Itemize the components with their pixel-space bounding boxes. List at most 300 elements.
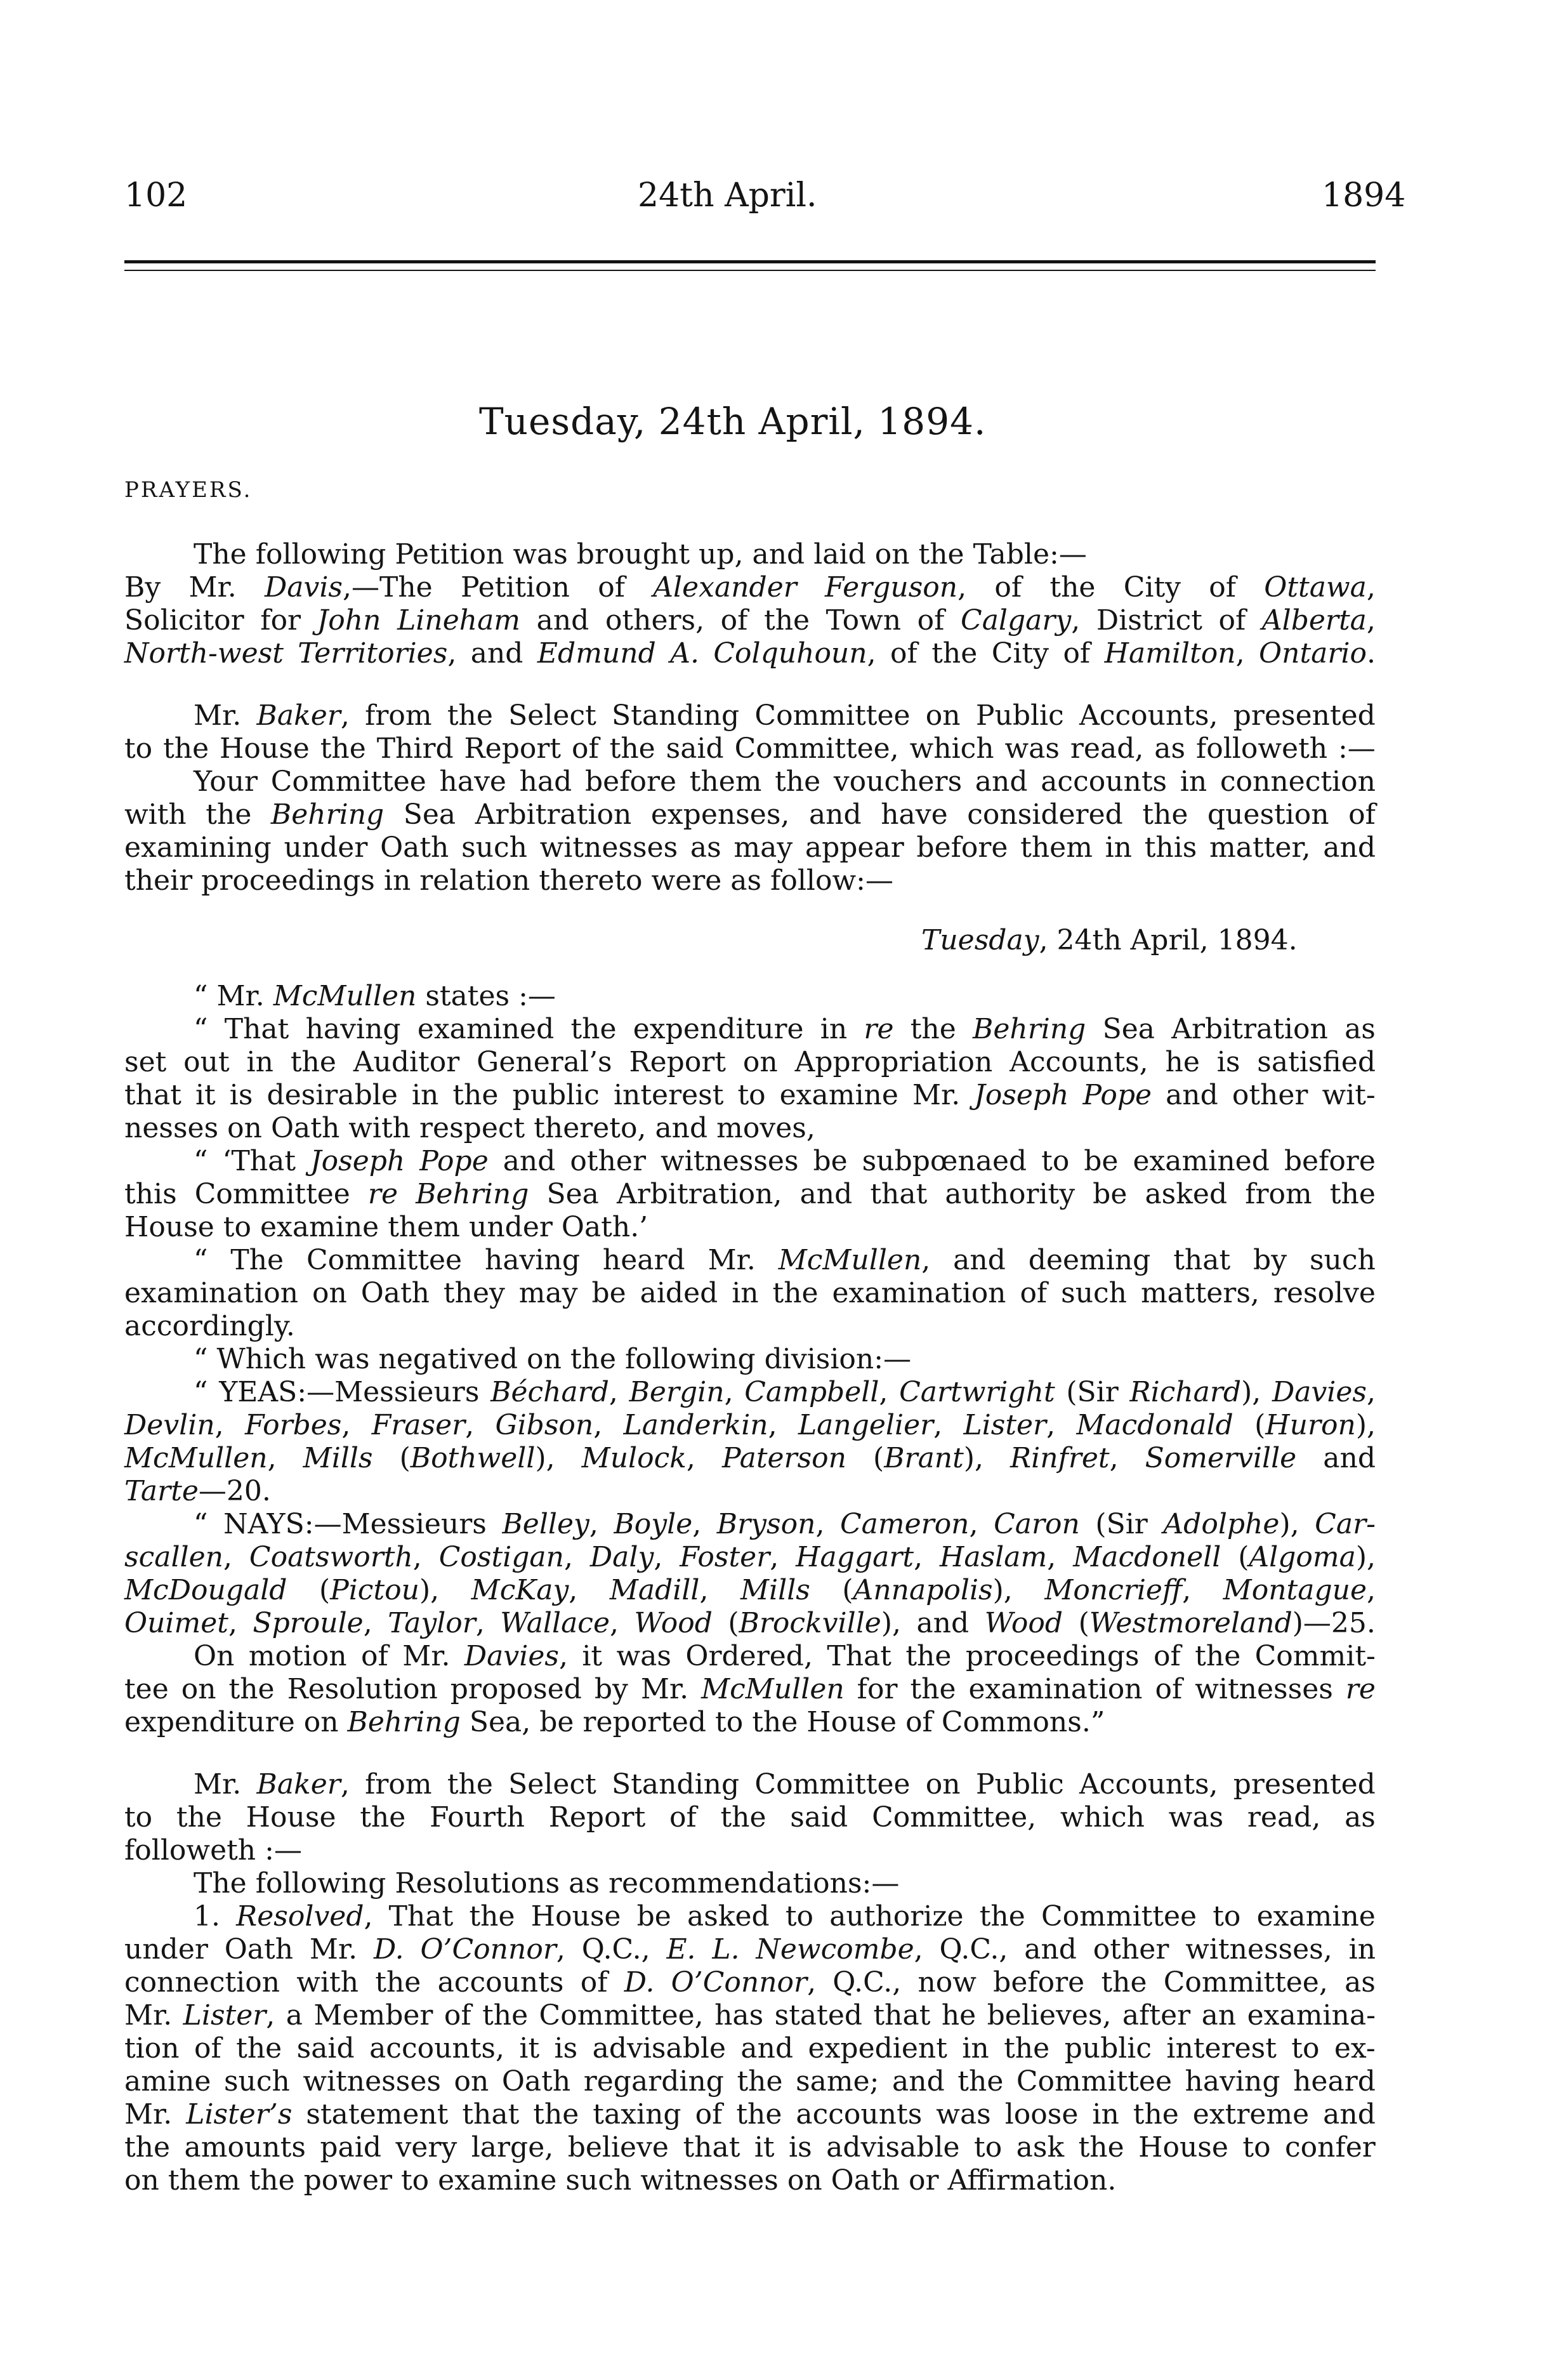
word: Territories, bbox=[298, 637, 457, 670]
word: to bbox=[124, 732, 153, 765]
word: of bbox=[194, 2032, 221, 2065]
word: heard bbox=[1293, 2065, 1376, 2098]
word: Sea bbox=[1102, 1013, 1155, 1045]
word: Costigan, bbox=[438, 1541, 573, 1573]
word: Fraser, bbox=[371, 1409, 475, 1441]
word: Lister, bbox=[963, 1409, 1056, 1441]
word: Forbes, bbox=[244, 1409, 351, 1441]
word: examining bbox=[124, 831, 272, 864]
word: “ bbox=[194, 1244, 208, 1276]
word: YEAS:—Messieurs bbox=[219, 1376, 480, 1408]
word: them bbox=[689, 765, 762, 798]
word: Wood bbox=[984, 1607, 1063, 1639]
word: public bbox=[512, 1079, 600, 1111]
word: such bbox=[461, 831, 527, 864]
word: (Sir bbox=[1095, 1508, 1148, 1540]
word: City bbox=[1123, 571, 1181, 604]
word: Ouimet, bbox=[124, 1607, 237, 1639]
word: McMullen, bbox=[778, 1244, 931, 1276]
text-line bbox=[124, 1801, 1376, 1834]
word: Committee bbox=[754, 699, 911, 732]
word: Mr. bbox=[640, 1673, 689, 1705]
word: is bbox=[1216, 1046, 1240, 1078]
word: heard bbox=[602, 1244, 685, 1276]
word: Ferguson, bbox=[825, 571, 967, 604]
text-line: Tarte—20. bbox=[124, 1475, 271, 1507]
text-line bbox=[124, 1541, 1376, 1574]
word: Richard), bbox=[1129, 1376, 1261, 1408]
word: Paterson bbox=[721, 1442, 846, 1474]
word: the bbox=[979, 1900, 1025, 1933]
word: House bbox=[1138, 2131, 1228, 2164]
word: Ordered, bbox=[685, 1640, 813, 1672]
word: of bbox=[1063, 637, 1091, 670]
word: Bryson, bbox=[716, 1508, 825, 1540]
word: Joseph bbox=[310, 1145, 405, 1177]
word: Mr. bbox=[188, 571, 237, 604]
word: Committee, bbox=[1163, 1966, 1328, 1999]
word: Mulock, bbox=[581, 1442, 695, 1474]
word: on bbox=[925, 699, 961, 732]
word: (Huron), bbox=[1254, 1409, 1376, 1441]
word: connection bbox=[124, 1966, 280, 1999]
word: Accounts, bbox=[1079, 1768, 1218, 1801]
word: NAYS:—Messieurs bbox=[223, 1508, 487, 1540]
word: the bbox=[320, 732, 366, 765]
text-line bbox=[194, 1508, 1376, 1541]
word: that bbox=[124, 1079, 181, 1111]
word: of bbox=[1348, 798, 1376, 831]
text-line bbox=[194, 699, 1376, 732]
word: the bbox=[1195, 1640, 1241, 1672]
word: as bbox=[1345, 1801, 1376, 1834]
word: the bbox=[228, 1673, 275, 1705]
word: by bbox=[1253, 1244, 1287, 1276]
word: examination bbox=[832, 1277, 1006, 1309]
text-line bbox=[124, 1046, 1376, 1079]
word: the bbox=[469, 1900, 515, 1933]
word: Committee bbox=[194, 1178, 350, 1210]
word: asked bbox=[1145, 1178, 1228, 1210]
word: Arbitration bbox=[1171, 1013, 1328, 1045]
word: having bbox=[484, 1244, 580, 1276]
word: Foster, bbox=[680, 1541, 779, 1573]
word: proposed bbox=[450, 1673, 582, 1705]
word: the bbox=[124, 2131, 171, 2164]
word: before bbox=[585, 765, 677, 798]
word: under bbox=[124, 1933, 208, 1966]
word: interest bbox=[613, 1079, 724, 1111]
text-line bbox=[124, 1607, 1376, 1640]
word: and bbox=[975, 765, 1028, 798]
text-line bbox=[194, 1900, 1376, 1933]
word: Committee bbox=[306, 1244, 463, 1276]
word: witnesses, bbox=[1185, 1933, 1332, 1966]
word: Solicitor bbox=[124, 604, 244, 637]
word: with bbox=[124, 798, 187, 831]
word: of bbox=[695, 2098, 723, 2131]
word: extreme bbox=[1192, 2098, 1310, 2131]
word: and bbox=[808, 798, 862, 831]
word: was bbox=[1168, 1801, 1224, 1834]
word: and bbox=[503, 1145, 556, 1177]
word: House bbox=[530, 1900, 621, 1933]
word: Davis,—The bbox=[264, 571, 433, 604]
text-line bbox=[124, 1999, 1376, 2032]
word: in bbox=[1180, 765, 1207, 798]
word: to bbox=[1242, 2131, 1271, 2164]
word: Behring bbox=[973, 1013, 1086, 1045]
word: Standing bbox=[612, 699, 740, 732]
word: of bbox=[994, 571, 1022, 604]
word: examina- bbox=[1247, 1999, 1376, 2032]
word: Pope bbox=[419, 1145, 489, 1177]
word: of bbox=[890, 637, 917, 670]
word: Caron bbox=[994, 1508, 1080, 1540]
word: the bbox=[236, 2032, 282, 2065]
word: (Sir bbox=[1066, 1376, 1119, 1408]
word: (Annapolis), bbox=[842, 1574, 1013, 1606]
word: the bbox=[957, 2065, 1004, 2098]
word: it bbox=[195, 1079, 216, 1111]
prayers-label: PRAYERS. bbox=[124, 477, 253, 503]
word: for bbox=[857, 1673, 898, 1705]
word: said bbox=[666, 732, 724, 765]
word: before bbox=[1284, 1145, 1376, 1177]
word: to bbox=[974, 2131, 1003, 2164]
word: and bbox=[916, 1607, 970, 1639]
word: loose bbox=[1004, 2098, 1079, 2131]
text-line: “ Which was negatived on the following division:— bbox=[194, 1343, 912, 1375]
word: accounts, bbox=[369, 2032, 504, 2065]
word: Your bbox=[194, 765, 258, 798]
word: Mr. bbox=[194, 699, 242, 732]
word: as bbox=[1154, 732, 1186, 765]
word: the bbox=[290, 1046, 336, 1078]
running-date: 24th April. bbox=[638, 176, 817, 215]
word: this bbox=[124, 1178, 177, 1210]
text-line: followeth :— bbox=[124, 1834, 302, 1867]
word: they bbox=[443, 1277, 505, 1309]
header-rule-thick bbox=[124, 260, 1376, 263]
word: Wood bbox=[634, 1607, 713, 1639]
word: Davies, bbox=[1272, 1376, 1376, 1408]
word: connection bbox=[1220, 765, 1376, 798]
word: asked bbox=[687, 1900, 770, 1933]
word: considered bbox=[967, 798, 1123, 831]
word: the bbox=[1142, 798, 1188, 831]
text-line bbox=[194, 1145, 1376, 1178]
word: 1. bbox=[194, 1900, 220, 1933]
word: to bbox=[785, 1900, 814, 1933]
word: Resolution bbox=[287, 1673, 438, 1705]
word: Baker, bbox=[256, 699, 350, 732]
text-line: nesses on Oath with respect thereto, and moves, bbox=[124, 1112, 815, 1144]
word: Langelier, bbox=[798, 1409, 943, 1441]
text-line bbox=[124, 1933, 1376, 1966]
word: ex- bbox=[1334, 2032, 1376, 2065]
word: Bergin, bbox=[629, 1376, 733, 1408]
word: Moncrieff, bbox=[1044, 1574, 1192, 1606]
word: the bbox=[1101, 1966, 1147, 1999]
word: taxing bbox=[593, 2098, 681, 2131]
word: a bbox=[286, 1999, 303, 2032]
word: Town bbox=[825, 604, 902, 637]
word: Resolved, bbox=[236, 1900, 373, 1933]
word: other bbox=[1232, 1079, 1308, 1111]
word: Macdonell bbox=[1073, 1541, 1221, 1573]
word: Oath bbox=[380, 831, 449, 864]
word: Q.C., bbox=[939, 1933, 1008, 1966]
word: Committee, bbox=[539, 1999, 704, 2032]
word: Report bbox=[629, 1046, 727, 1078]
word: Haggart, bbox=[796, 1541, 923, 1573]
word: and bbox=[1166, 1079, 1218, 1111]
word: Sea bbox=[546, 1178, 599, 1210]
word: Select bbox=[508, 1768, 596, 1801]
word: the bbox=[447, 699, 493, 732]
word: and bbox=[892, 2065, 945, 2098]
word: Newcombe, bbox=[756, 1933, 923, 1966]
word: Behring bbox=[270, 798, 385, 831]
text-line: “ Mr. McMullen states :— bbox=[194, 980, 556, 1012]
word: to bbox=[1213, 1900, 1241, 1933]
word: is bbox=[789, 2131, 812, 2164]
word: the bbox=[720, 1801, 766, 1834]
word: such bbox=[1061, 1277, 1128, 1309]
word: in bbox=[1092, 2098, 1119, 2131]
word: “ bbox=[194, 1376, 208, 1408]
word: on bbox=[925, 1768, 961, 1801]
word: it bbox=[519, 2032, 540, 2065]
word: from bbox=[1245, 1178, 1312, 1210]
word: of bbox=[1020, 1277, 1048, 1309]
word: E. bbox=[666, 1933, 696, 1966]
word: the bbox=[176, 1801, 222, 1834]
word: Mr. bbox=[194, 1768, 242, 1801]
word: Campbell, bbox=[744, 1376, 888, 1408]
word: City bbox=[991, 637, 1049, 670]
word: of bbox=[669, 1801, 697, 1834]
word: be bbox=[1084, 1145, 1119, 1177]
word: stated bbox=[774, 1999, 863, 2032]
word: House bbox=[220, 732, 310, 765]
word: of bbox=[1153, 1640, 1181, 1672]
word: Public bbox=[975, 1768, 1064, 1801]
word: he bbox=[1165, 1046, 1200, 1078]
word: authority bbox=[945, 1178, 1075, 1210]
word: Madill, bbox=[609, 1574, 709, 1606]
word: expenditure bbox=[633, 1013, 804, 1045]
word: matters, bbox=[1140, 1277, 1259, 1309]
word: to bbox=[1291, 2032, 1320, 2065]
text-line bbox=[124, 1966, 1376, 1999]
word: Committee bbox=[1041, 1900, 1197, 1933]
text-line: The following Resolutions as recommendations:— bbox=[194, 1867, 900, 1900]
word: and bbox=[470, 637, 523, 670]
word: have bbox=[439, 765, 506, 798]
word: read, bbox=[1070, 732, 1144, 765]
word: Joseph bbox=[974, 1079, 1069, 1111]
word: John bbox=[317, 604, 381, 637]
text-line bbox=[124, 798, 1376, 831]
word: was bbox=[936, 2098, 991, 2131]
word: set bbox=[124, 1046, 167, 1078]
word: having bbox=[305, 1013, 401, 1045]
word: the bbox=[1049, 571, 1096, 604]
word: to bbox=[737, 1079, 766, 1111]
word: Alexander bbox=[653, 571, 797, 604]
word: Belley, bbox=[502, 1508, 598, 1540]
word: on bbox=[454, 2065, 489, 2098]
word: the bbox=[1004, 2032, 1050, 2065]
word: large, bbox=[471, 2131, 554, 2164]
word: presented bbox=[1233, 699, 1376, 732]
word: “ bbox=[194, 1013, 208, 1045]
text-line bbox=[124, 1079, 1376, 1112]
word: Alberta, bbox=[1261, 604, 1376, 637]
word: amounts bbox=[184, 2131, 306, 2164]
word: same; bbox=[796, 2065, 879, 2098]
word: Sea bbox=[403, 798, 456, 831]
word: deeming bbox=[1028, 1244, 1151, 1276]
word: the bbox=[375, 1966, 421, 1999]
word: Arbitration bbox=[475, 798, 632, 831]
word: of bbox=[598, 571, 625, 604]
word: such bbox=[223, 2065, 290, 2098]
word: Oath bbox=[360, 1277, 430, 1309]
word: the bbox=[910, 1673, 956, 1705]
word: and bbox=[799, 1178, 853, 1210]
word: Public bbox=[975, 699, 1064, 732]
word: Q.C., bbox=[832, 1966, 902, 1999]
word: Third bbox=[376, 732, 454, 765]
text-line bbox=[194, 1376, 1376, 1409]
word: witnesses bbox=[1195, 1673, 1333, 1705]
word: by bbox=[594, 1673, 628, 1705]
word: Lister, bbox=[183, 1999, 275, 2032]
word: Sproule, bbox=[253, 1607, 372, 1639]
word: re bbox=[367, 1178, 398, 1210]
word: Q.C., bbox=[581, 1933, 650, 1966]
word: Wallace, bbox=[500, 1607, 619, 1639]
word: of bbox=[917, 604, 945, 637]
text-line bbox=[124, 2065, 1376, 2098]
text-line bbox=[124, 1178, 1376, 1211]
word: advisable bbox=[592, 2032, 727, 2065]
text-line bbox=[124, 1409, 1376, 1442]
word: tion bbox=[124, 2032, 180, 2065]
word: accounts bbox=[1041, 765, 1167, 798]
word: the bbox=[533, 2098, 579, 2131]
word: The bbox=[230, 1244, 284, 1276]
text-line bbox=[124, 571, 1376, 604]
word: McMullen bbox=[701, 1673, 845, 1705]
word: satisfied bbox=[1257, 1046, 1376, 1078]
word: and bbox=[1323, 831, 1376, 864]
word: in bbox=[1348, 1933, 1376, 1966]
word: McDougald bbox=[124, 1574, 287, 1606]
word: that bbox=[683, 2131, 740, 2164]
word: Standing bbox=[612, 1768, 740, 1801]
word: Car- bbox=[1315, 1508, 1376, 1540]
word: statement bbox=[306, 2098, 449, 2131]
word: Davies, bbox=[464, 1640, 568, 1672]
text-line: on them the power to examine such witnesses on Oath or Affirmation. bbox=[124, 2164, 1117, 2197]
word: on bbox=[742, 1046, 778, 1078]
word: paid bbox=[320, 2131, 381, 2164]
word: on bbox=[181, 1673, 216, 1705]
word: “ bbox=[194, 1508, 208, 1540]
word: public bbox=[1064, 2032, 1152, 2065]
word: examine bbox=[1256, 1900, 1376, 1933]
word: examine bbox=[779, 1079, 898, 1111]
word: examined bbox=[417, 1013, 555, 1045]
word: House bbox=[246, 1801, 336, 1834]
word: was bbox=[1004, 732, 1060, 765]
word: subpœnaed bbox=[862, 1145, 1027, 1177]
word: of bbox=[1209, 571, 1237, 604]
word: that bbox=[870, 1178, 928, 1210]
word: to bbox=[124, 1801, 153, 1834]
word: and bbox=[740, 2032, 794, 2065]
text-line: House to examine them under Oath.’ bbox=[124, 1211, 648, 1243]
text-line: their proceedings in relation thereto were as follow:— bbox=[124, 864, 893, 897]
text-line bbox=[124, 1673, 1376, 1706]
word: Mr. bbox=[124, 1999, 173, 2032]
word: “ bbox=[194, 1145, 208, 1177]
word: in bbox=[1105, 831, 1133, 864]
word: accounts bbox=[437, 1966, 564, 1999]
word: (Brockville), bbox=[728, 1607, 901, 1639]
word: and bbox=[1323, 1442, 1376, 1474]
word: Mr. bbox=[309, 1933, 358, 1966]
word: the bbox=[206, 798, 252, 831]
word: in bbox=[411, 1079, 439, 1111]
word: Somerville bbox=[1145, 1442, 1297, 1474]
word: Oath bbox=[501, 2065, 571, 2098]
word: Béchard, bbox=[490, 1376, 618, 1408]
word: Gibson, bbox=[495, 1409, 603, 1441]
word: Ottawa, bbox=[1264, 571, 1376, 604]
word: the bbox=[482, 1999, 529, 2032]
word: other bbox=[1093, 1933, 1169, 1966]
text-line bbox=[194, 1244, 1376, 1277]
word: proceedings bbox=[965, 1640, 1140, 1672]
word: Adolphe), bbox=[1163, 1508, 1299, 1540]
word: expenses, bbox=[650, 798, 790, 831]
word: under bbox=[284, 831, 368, 864]
word: and bbox=[536, 604, 589, 637]
word: examined bbox=[1133, 1145, 1270, 1177]
text-line bbox=[124, 1442, 1376, 1475]
word: motion bbox=[248, 1640, 347, 1672]
word: (Bothwell), bbox=[399, 1442, 555, 1474]
text-line: The following Petition was brought up, and laid on the Table:— bbox=[194, 538, 1087, 571]
word: Member bbox=[313, 1999, 433, 2032]
word: Rinfret, bbox=[1010, 1442, 1119, 1474]
word: North-west bbox=[124, 637, 284, 670]
word: Cameron, bbox=[840, 1508, 978, 1540]
word: accounts bbox=[796, 2098, 923, 2131]
word: such bbox=[1309, 1244, 1376, 1276]
word: presented bbox=[1233, 1768, 1376, 1801]
word: said bbox=[296, 2032, 355, 2065]
word: had bbox=[519, 765, 572, 798]
word: D. bbox=[624, 1966, 655, 1999]
word: Boyle, bbox=[614, 1508, 702, 1540]
word: an bbox=[1201, 1999, 1237, 2032]
